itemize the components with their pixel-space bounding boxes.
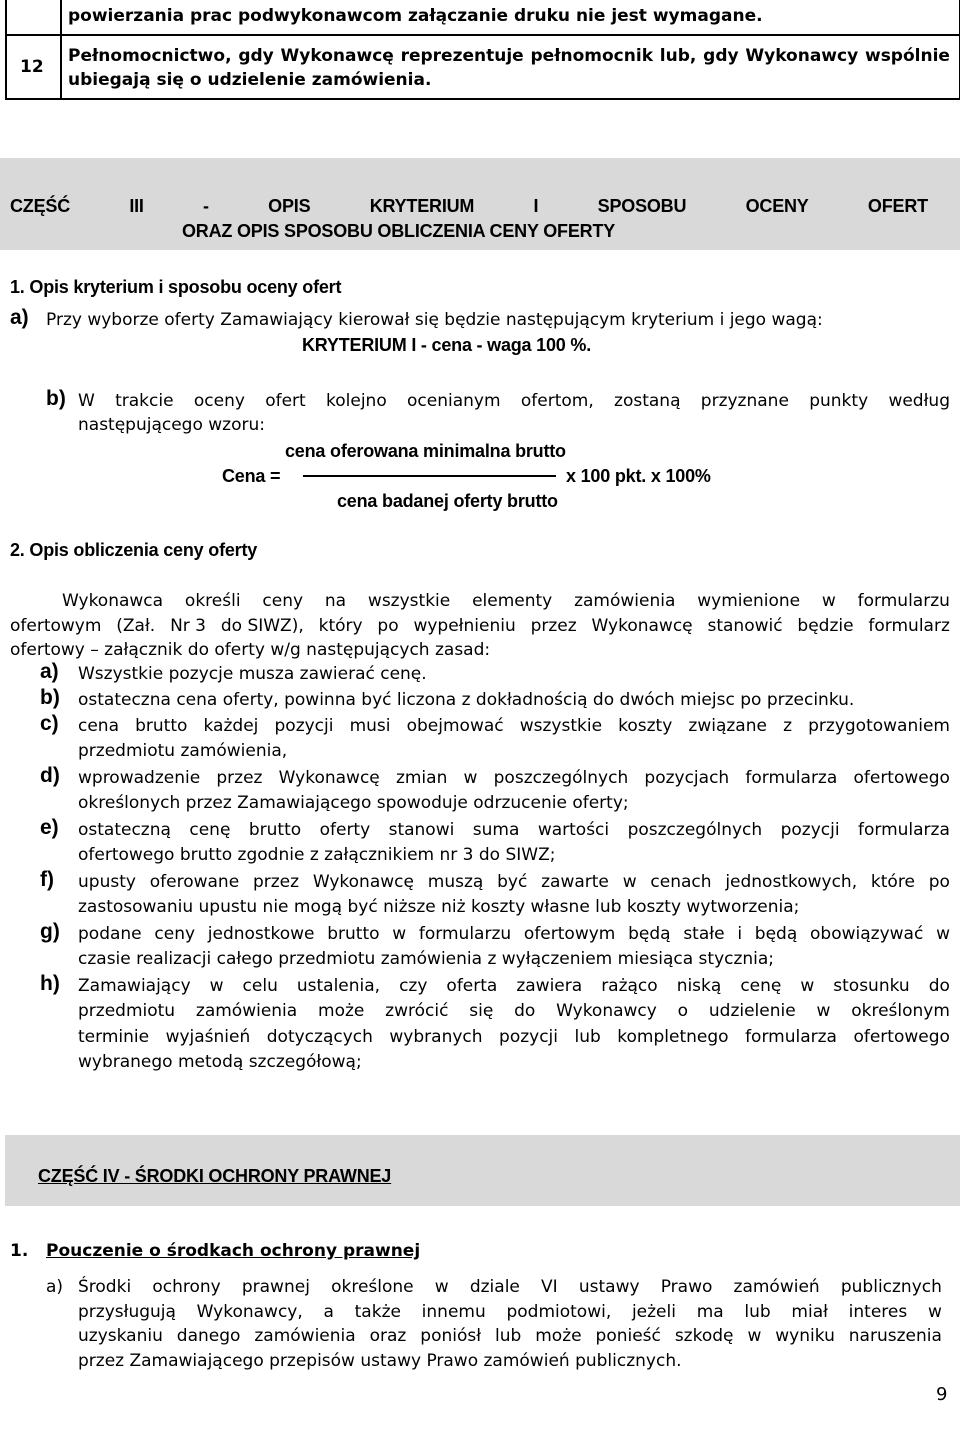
justified-word: formularzu: [418, 924, 512, 944]
justified-word: zmian: [395, 768, 448, 788]
justified-word: trakcie: [115, 391, 174, 411]
rule-letter: a): [40, 660, 59, 683]
justified-word: obejmować: [406, 716, 504, 736]
justified-word: wymienione: [697, 591, 801, 611]
justified-word: określi: [184, 591, 241, 611]
justified-word: rażąco: [601, 976, 658, 996]
justified-word: III: [129, 196, 144, 216]
justified-word: Zamawiający: [78, 976, 191, 996]
justified-word: zawiera: [516, 976, 583, 996]
justified-word: (Zał.: [116, 616, 156, 636]
justified-word: stosunku: [833, 976, 910, 996]
justified-word: musi: [349, 716, 391, 736]
justified-word: formularza: [745, 1027, 837, 1047]
justified-word: wypełnieniu: [413, 616, 516, 636]
justified-word: cenę: [740, 976, 782, 996]
justified-word: oferta: [446, 976, 498, 996]
justified-word: zamówienia: [574, 591, 676, 611]
justified-word: zamówienia: [195, 1001, 298, 1021]
table-row12-line1: [68, 44, 950, 68]
justified-word: po: [377, 616, 399, 636]
rule-text-line: [78, 714, 950, 738]
justified-word: lub: [574, 1027, 601, 1047]
justified-word: zamówień: [733, 1277, 820, 1297]
justified-word: SPOSOBU: [597, 196, 687, 216]
rule-letter: e): [40, 816, 59, 839]
justified-word: I: [533, 196, 539, 216]
justified-word: ustawy: [578, 1277, 640, 1297]
part4-section1-number: 1.: [10, 1241, 29, 1261]
rule-letter: c): [40, 712, 59, 735]
justified-word: pozycji: [780, 820, 840, 840]
rule-letter: b): [40, 686, 60, 709]
rule-text-line: czasie realizacji całego przedmiotu zamówienia z wyłączeniem miesiąca stycznia;: [78, 949, 775, 969]
justified-word: wszystkie: [367, 591, 451, 611]
justified-word: wyniku: [775, 1326, 835, 1346]
justified-word: interes: [848, 1302, 908, 1322]
part4-section1-heading: Pouczenie o środkach ochrony prawnej: [46, 1241, 421, 1261]
justified-word: dziale: [469, 1277, 520, 1297]
justified-word: w: [927, 1302, 942, 1322]
justified-word: może: [535, 1326, 582, 1346]
justified-word: gdy: [703, 46, 739, 66]
justified-word: ponieść: [595, 1326, 661, 1346]
justified-word: terminie: [78, 1027, 150, 1047]
justified-word: będzie: [797, 616, 854, 636]
justified-word: elementy: [472, 591, 553, 611]
justified-word: muszą: [427, 872, 484, 892]
justified-word: OCENY: [745, 196, 809, 216]
justified-word: i: [737, 924, 743, 944]
justified-word: stanowi: [388, 820, 455, 840]
justified-word: -: [203, 196, 209, 216]
justified-word: szkodę: [674, 1326, 734, 1346]
part3-title-line1: [10, 194, 928, 218]
justified-word: formularz: [868, 616, 950, 636]
rule-text-line: określonych przez Zamawiającego spowoduje odrzucenie oferty;: [78, 793, 629, 813]
justified-word: ceny: [262, 591, 304, 611]
part3-title-line2: ORAZ OPIS SPOSOBU OBLICZENIA CENY OFERTY: [182, 221, 616, 241]
justified-word: przygotowaniem: [808, 716, 950, 736]
justified-word: w: [747, 1326, 762, 1346]
justified-word: danego: [176, 1326, 241, 1346]
justified-word: w: [463, 768, 478, 788]
justified-word: przez: [530, 616, 577, 636]
justified-word: przez: [216, 768, 263, 788]
justified-word: określonym: [851, 1001, 950, 1021]
part4-text-line: przez Zamawiającego przepisów ustawy Prawo zamówień publicznych.: [78, 1351, 682, 1371]
justified-word: podmiotowi,: [506, 1302, 612, 1322]
rule-letter: h): [40, 972, 60, 995]
rule-text-line: [78, 922, 950, 946]
justified-word: cenę: [189, 820, 231, 840]
item-a-letter: a): [10, 306, 29, 329]
justified-word: wszystkie: [519, 716, 603, 736]
justified-word: Środki: [78, 1277, 132, 1297]
justified-word: koszty: [618, 716, 673, 736]
justified-word: obowiązywać: [810, 924, 924, 944]
justified-word: zamówienia: [254, 1326, 356, 1346]
rule-text-line: [78, 766, 950, 790]
justified-word: VI: [541, 1277, 558, 1297]
justified-word: Wykonawcę: [591, 616, 693, 636]
justified-word: kompletnego: [617, 1027, 729, 1047]
justified-word: ma: [696, 1302, 724, 1322]
justified-word: uzyskaniu: [78, 1326, 163, 1346]
justified-word: pozycji: [499, 1027, 558, 1047]
justified-word: lub: [744, 1302, 771, 1322]
justified-word: cenach: [650, 872, 712, 892]
justified-word: będą: [754, 924, 798, 944]
justified-word: w: [816, 1001, 831, 1021]
justified-word: w: [622, 872, 637, 892]
justified-word: przyznane: [700, 391, 789, 411]
justified-word: OFERT: [867, 196, 928, 216]
rule-text-line: ostateczna cena oferty, powinna być liczona z dokładnością do dwóch miejsc po przecinku.: [78, 690, 855, 710]
justified-word: brutto: [135, 716, 188, 736]
section2-line1: [62, 589, 950, 613]
justified-word: celu: [242, 976, 278, 996]
rule-text-line: wybranego metodą szczegółową;: [78, 1052, 362, 1072]
table-row-prev-text: powierzania prac podwykonawcom załączanie druku nie jest wymagane.: [68, 6, 763, 26]
justified-word: zawarte: [541, 872, 609, 892]
justified-word: w: [392, 924, 407, 944]
justified-word: formularzu: [857, 591, 950, 611]
justified-word: W: [78, 391, 95, 411]
justified-word: formularza: [858, 820, 950, 840]
rule-text-line: zastosowaniu upustu nie mogą być niższe niż koszty własne lub koszty wytworzenia;: [78, 897, 800, 917]
rule-text-line: [78, 974, 950, 998]
justified-word: KRYTERIUM: [369, 196, 475, 216]
justified-word: a: [323, 1302, 334, 1322]
justified-word: gdy: [238, 46, 274, 66]
formula-fraction-line: [303, 475, 556, 477]
justified-word: ochrony: [152, 1277, 221, 1297]
rule-text-line: Wszystkie pozycje musza zawierać cenę.: [78, 664, 427, 684]
justified-word: Wykonawcę: [312, 872, 414, 892]
justified-word: przez: [252, 872, 300, 892]
item-b-line2: następującego wzoru:: [78, 415, 265, 435]
justified-word: jednostkowe: [207, 924, 315, 944]
justified-word: oferowane: [149, 872, 240, 892]
justified-word: w: [936, 924, 950, 944]
justified-word: o: [677, 1001, 689, 1021]
justified-word: być: [497, 872, 528, 892]
justified-word: do: [928, 976, 950, 996]
justified-word: upusty: [78, 872, 136, 892]
item-b-letter: b): [46, 387, 66, 410]
justified-word: poszczególnych: [493, 768, 629, 788]
justified-word: wspólnie: [864, 46, 950, 66]
justified-word: pełnomocnik: [530, 46, 653, 66]
justified-word: udzielenie: [708, 1001, 796, 1021]
justified-word: z: [783, 716, 792, 736]
justified-word: brutto: [248, 820, 302, 840]
justified-word: punkty: [809, 391, 869, 411]
justified-word: oferty: [319, 820, 371, 840]
justified-word: Nr 3: [170, 616, 206, 636]
justified-word: zwrócić: [385, 1001, 449, 1021]
justified-word: kolejno: [326, 391, 387, 411]
justified-word: który: [318, 616, 363, 636]
justified-word: się: [469, 1001, 494, 1021]
part4-text-line: [78, 1275, 942, 1299]
justified-word: wprowadzenie: [78, 768, 201, 788]
justified-word: przysługują: [78, 1302, 176, 1322]
part4-item-a-letter: a): [46, 1277, 64, 1297]
justified-word: które: [870, 872, 915, 892]
section1-heading: 1. Opis kryterium i sposobu oceny ofert: [10, 277, 342, 297]
justified-word: dotyczących: [266, 1027, 373, 1047]
justified-word: przedmiotu: [78, 1001, 176, 1021]
part4-text-line: [78, 1300, 942, 1324]
criterion-text: KRYTERIUM I - cena - waga 100 %.: [302, 335, 592, 355]
rule-text-line: przedmiotu zamówienia,: [78, 741, 288, 761]
justified-word: ofert: [265, 391, 306, 411]
justified-word: suma: [472, 820, 520, 840]
formula-rhs: x 100 pkt. x 100%: [566, 466, 711, 486]
justified-word: poniósł: [420, 1326, 482, 1346]
table-row12-line2: ubiegają się o udzielenie zamówienia.: [68, 70, 432, 90]
justified-word: ostateczną: [78, 820, 171, 840]
justified-word: według: [888, 391, 950, 411]
justified-word: pozycjach: [644, 768, 730, 788]
justified-word: stanowić: [707, 616, 783, 636]
justified-word: reprezentuje: [400, 46, 524, 66]
justified-word: miał: [791, 1302, 828, 1322]
justified-word: OPIS: [268, 196, 311, 216]
justified-word: ofertom,: [520, 391, 594, 411]
justified-word: wybranych: [389, 1027, 483, 1047]
justified-word: innemu: [421, 1302, 486, 1322]
section2-line3: ofertowy – załącznik do oferty w/g następujących zasad:: [10, 640, 491, 660]
justified-word: oraz: [369, 1326, 407, 1346]
part4-title: CZĘŚĆ IV - ŚRODKI OCHRONY PRAWNEJ: [38, 1166, 392, 1186]
justified-word: Wykonawcy: [556, 1001, 657, 1021]
justified-word: do SIWZ),: [220, 616, 304, 636]
justified-word: może: [318, 1001, 365, 1021]
justified-word: lub,: [659, 46, 697, 66]
justified-word: brutto: [327, 924, 380, 944]
justified-word: naruszenia: [848, 1326, 942, 1346]
justified-word: pozycji: [274, 716, 334, 736]
section2-heading: 2. Opis obliczenia ceny oferty: [10, 540, 258, 560]
table-row-number: 12: [20, 57, 44, 77]
justified-word: do: [514, 1001, 536, 1021]
rule-letter: d): [40, 764, 60, 787]
justified-word: ocenianym: [407, 391, 501, 411]
justified-word: ceny: [154, 924, 196, 944]
justified-word: jeżeli: [631, 1302, 676, 1322]
justified-word: Wykonawcę: [280, 46, 394, 66]
justified-word: ofertowym: [523, 924, 616, 944]
justified-word: każdej: [203, 716, 259, 736]
justified-word: podane: [78, 924, 142, 944]
justified-word: po: [928, 872, 950, 892]
rule-text-line: [78, 1025, 950, 1049]
formula-numerator: cena oferowana minimalna brutto: [285, 441, 566, 461]
justified-word: Pełnomocnictwo,: [68, 46, 232, 66]
justified-word: w: [800, 976, 815, 996]
justified-word: na: [324, 591, 347, 611]
justified-word: oceny: [193, 391, 245, 411]
formula-denominator: cena badanej oferty brutto: [337, 491, 558, 511]
justified-word: stałe: [683, 924, 725, 944]
justified-word: jednostkowych,: [725, 872, 858, 892]
table-column-divider: [60, 0, 62, 100]
rule-letter: f): [40, 868, 54, 891]
item-a-text: Przy wyborze oferty Zamawiający kierował się będzie następującym kryterium i jego wagą:: [46, 310, 823, 330]
page-number: 9: [936, 1384, 948, 1405]
justified-word: związane: [688, 716, 767, 736]
justified-word: ofertowym: [10, 616, 102, 636]
rule-text-line: [78, 870, 950, 894]
justified-word: Wykonawca: [62, 591, 164, 611]
justified-word: w: [821, 591, 836, 611]
section2-line2: [10, 614, 950, 638]
justified-word: ofertowego: [853, 1027, 950, 1047]
justified-word: będą: [628, 924, 671, 944]
rule-text-line: [78, 818, 950, 842]
justified-word: cena: [78, 716, 119, 736]
justified-word: zostaną: [614, 391, 681, 411]
rule-text-line: ofertowego brutto zgodnie z załącznikiem nr 3 do SIWZ;: [78, 845, 556, 865]
justified-word: Wykonawcy: [745, 46, 859, 66]
rule-letter: g): [40, 920, 60, 943]
justified-word: formularza: [745, 768, 838, 788]
justified-word: także: [354, 1302, 401, 1322]
justified-word: ustalenia,: [296, 976, 381, 996]
justified-word: Prawo: [660, 1277, 713, 1297]
justified-word: wyjaśnień: [165, 1027, 251, 1047]
justified-word: wartości: [537, 820, 610, 840]
rule-text-line: [78, 999, 950, 1023]
justified-word: w: [209, 976, 224, 996]
justified-word: CZĘŚĆ: [10, 196, 71, 216]
justified-word: prawnej: [241, 1277, 310, 1297]
formula-lhs: Cena =: [222, 466, 281, 486]
justified-word: lub: [495, 1326, 522, 1346]
justified-word: ofertowego: [853, 768, 950, 788]
justified-word: czy: [399, 976, 428, 996]
part4-text-line: [78, 1324, 942, 1348]
justified-word: poszczególnych: [627, 820, 763, 840]
justified-word: Wykonawcę: [278, 768, 380, 788]
justified-word: Wykonawcy,: [196, 1302, 303, 1322]
justified-word: w: [434, 1277, 449, 1297]
justified-word: niską: [676, 976, 722, 996]
table-row-divider: [5, 34, 959, 36]
item-b-line1: [78, 389, 950, 413]
justified-word: publicznych: [840, 1277, 942, 1297]
justified-word: określone: [331, 1277, 414, 1297]
